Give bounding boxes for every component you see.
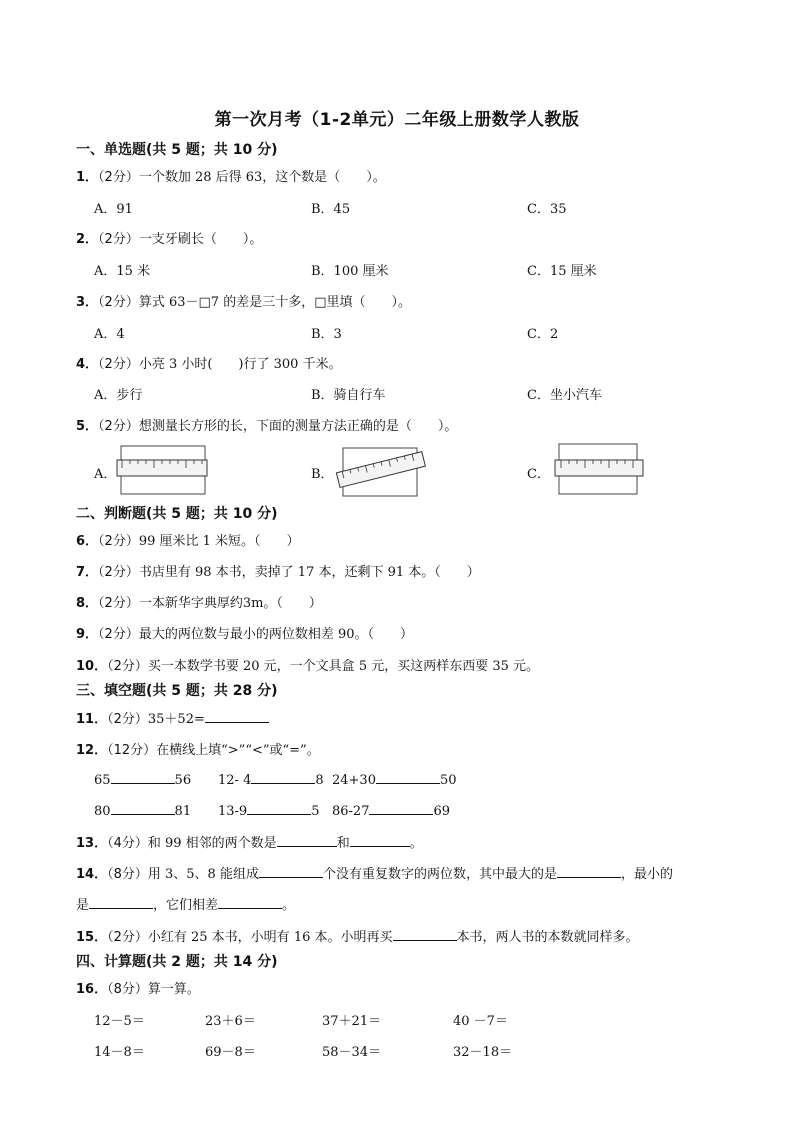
question-text: 个没有重复数字的两位数，其中最大的是 — [322, 867, 557, 882]
question-number: 11． — [76, 712, 108, 727]
question-points: （2分） — [98, 170, 139, 185]
compare-left: 12- 4 — [218, 773, 252, 788]
compare-left: 13-9 — [218, 804, 248, 819]
answer-blank[interactable] — [393, 928, 457, 941]
calc-item[interactable]: 40 －7＝ — [453, 1014, 508, 1029]
question-8 — [76, 592, 322, 611]
calc-item[interactable]: 58－34＝ — [322, 1045, 382, 1060]
question-points: （2分） — [98, 565, 139, 580]
section-heading-fill-in: 三、填空题(共 5 题；共 28 分) — [76, 683, 278, 699]
question-text: 用 3、5、8 能组成 — [147, 867, 259, 882]
answer-blank[interactable] — [277, 834, 337, 847]
question-points: （12分） — [107, 743, 157, 758]
compare-right: 5 — [311, 804, 320, 819]
question-7 — [76, 561, 480, 580]
question-text: 算式 63－□7 的差是三十多，□里填（ ）。 — [138, 295, 411, 310]
compare-item — [218, 802, 320, 819]
question-text: 一支牙刷长（ ）。 — [138, 232, 263, 247]
answer-blank[interactable] — [369, 802, 433, 815]
compare-left: 80 — [94, 804, 111, 819]
section-heading-single-choice: 一、单选题(共 5 题；共 10 分) — [76, 142, 278, 158]
answer-blank[interactable] — [247, 802, 311, 815]
question-6 — [76, 530, 300, 549]
question-text: 小亮 3 小时( )行了 300 千米。 — [138, 357, 342, 372]
compare-right: 50 — [439, 773, 457, 788]
question-11 — [76, 708, 269, 727]
answer-blank[interactable] — [218, 896, 282, 909]
answer-blank[interactable] — [251, 771, 315, 784]
compare-left: 24+30 — [332, 773, 376, 788]
question-text: ，最小的 — [620, 867, 673, 882]
question-text: 。 — [409, 836, 423, 851]
question-text: 买一本数学书要 20 元，一个文具盒 5 元，买这两样东西要 35 元。 — [147, 659, 540, 674]
option-b[interactable]: B．45 — [311, 202, 351, 217]
compare-left: 86-27 — [332, 804, 370, 819]
question-number: 1． — [76, 170, 99, 185]
question-text: 35＋52= — [147, 712, 205, 727]
question-text: 小红有 25 本书，小明有 16 本。小明再买 — [147, 930, 393, 945]
question-14 — [76, 863, 673, 882]
question-13 — [76, 832, 423, 851]
question-number: 12． — [76, 743, 108, 758]
question-points: （2分） — [98, 596, 139, 611]
question-points: （2分） — [98, 627, 139, 642]
question-9 — [76, 623, 413, 642]
question-text: 最大的两位数与最小的两位数相差 90。（ ） — [138, 627, 414, 642]
option-a[interactable]: A．91 — [94, 202, 133, 217]
question-text: ，它们相差 — [153, 898, 219, 913]
answer-blank[interactable] — [111, 771, 175, 784]
answer-blank[interactable] — [89, 896, 153, 909]
option-a[interactable]: A．4 — [94, 327, 125, 342]
option-a[interactable]: A．步行 — [94, 388, 143, 403]
question-number: 14． — [76, 867, 108, 882]
option-c[interactable]: C．35 — [527, 202, 567, 217]
question-text: 和 99 相邻的两个数是 — [147, 836, 277, 851]
question-number: 13． — [76, 836, 108, 851]
question-text: 算一算。 — [147, 982, 200, 997]
page-title: 第一次月考（1-2单元）二年级上册数学人教版 — [214, 110, 580, 130]
answer-blank[interactable] — [205, 710, 269, 723]
answer-blank[interactable] — [557, 865, 621, 878]
question-points: （2分） — [98, 295, 139, 310]
question-12 — [76, 739, 320, 758]
ruler-figure-a[interactable] — [116, 444, 208, 496]
answer-blank[interactable] — [376, 771, 440, 784]
section-heading-true-false: 二、判断题(共 5 题；共 10 分) — [76, 506, 278, 522]
question-number: 4． — [76, 357, 99, 372]
question-number: 7． — [76, 565, 99, 580]
option-c[interactable]: C． — [527, 467, 550, 482]
compare-right: 69 — [433, 804, 451, 819]
option-c[interactable]: C．15 厘米 — [527, 264, 597, 279]
question-4 — [76, 353, 342, 372]
question-number: 16． — [76, 982, 108, 997]
calc-item[interactable]: 14－8＝ — [94, 1045, 145, 1060]
question-points: （8分） — [107, 982, 148, 997]
option-c[interactable]: C．坐小汽车 — [527, 388, 602, 403]
question-15 — [76, 926, 639, 945]
question-text: 99 厘米比 1 米短。（ ） — [138, 534, 300, 549]
question-1 — [76, 166, 386, 185]
question-3 — [76, 291, 411, 310]
question-points: （2分） — [98, 419, 139, 434]
compare-item — [94, 802, 191, 819]
question-text: 和 — [336, 836, 350, 851]
question-10 — [76, 655, 539, 674]
calc-item[interactable]: 12－5＝ — [94, 1014, 145, 1029]
option-c[interactable]: C．2 — [527, 327, 559, 342]
question-2 — [76, 228, 262, 247]
ruler-figure-b[interactable] — [335, 440, 427, 500]
compare-item — [332, 771, 457, 788]
compare-right: 81 — [174, 804, 192, 819]
question-number: 15． — [76, 930, 108, 945]
question-text: 在横线上填“>”“<”或“=”。 — [156, 743, 320, 758]
question-text: 想测量长方形的长，下面的测量方法正确的是（ ）。 — [138, 419, 458, 434]
question-number: 3． — [76, 295, 99, 310]
option-a[interactable]: A． — [94, 467, 117, 482]
question-14-line-2 — [76, 894, 295, 913]
question-5 — [76, 415, 457, 434]
question-points: （4分） — [107, 836, 148, 851]
compare-item — [218, 771, 324, 788]
question-number: 6． — [76, 534, 99, 549]
option-b[interactable]: B． — [311, 467, 334, 482]
question-points: （2分） — [107, 659, 148, 674]
question-number: 5． — [76, 419, 99, 434]
question-points: （2分） — [107, 930, 148, 945]
question-text: 一本新华字典厚约3m。（ ） — [138, 596, 322, 611]
question-text: 本书，两人书的本数就同样多。 — [456, 930, 639, 945]
option-b[interactable]: B．骑自行车 — [311, 388, 386, 403]
question-points: （2分） — [98, 232, 139, 247]
question-number: 9． — [76, 627, 99, 642]
question-number: 10． — [76, 659, 108, 674]
compare-item — [332, 802, 450, 819]
question-number: 2． — [76, 232, 99, 247]
calc-item[interactable]: 37＋21＝ — [322, 1014, 382, 1029]
calc-item[interactable]: 23＋6＝ — [205, 1014, 256, 1029]
question-points: （2分） — [98, 357, 139, 372]
compare-right: 8 — [315, 773, 324, 788]
question-16 — [76, 978, 200, 997]
compare-right: 56 — [174, 773, 192, 788]
option-b[interactable]: B．3 — [311, 327, 342, 342]
question-text: 书店里有 98 本书，卖掉了 17 本，还剩下 91 本。（ ） — [138, 565, 480, 580]
calc-item[interactable]: 32－18＝ — [453, 1045, 513, 1060]
answer-blank[interactable] — [259, 865, 323, 878]
answer-blank[interactable] — [350, 834, 410, 847]
question-points: （2分） — [107, 712, 148, 727]
compare-item — [94, 771, 191, 788]
question-number: 8． — [76, 596, 99, 611]
ruler-figure-c[interactable] — [553, 442, 645, 498]
compare-left: 65 — [94, 773, 111, 788]
question-text: 是 — [76, 898, 90, 913]
section-heading-calculation: 四、计算题(共 2 题；共 14 分) — [76, 954, 278, 970]
option-b[interactable]: B．100 厘米 — [311, 264, 389, 279]
question-points: （2分） — [98, 534, 139, 549]
option-a[interactable]: A．15 米 — [94, 264, 151, 279]
answer-blank[interactable] — [111, 802, 175, 815]
question-text: 。 — [282, 898, 296, 913]
calc-item[interactable]: 69－8＝ — [205, 1045, 256, 1060]
question-text: 一个数加 28 后得 63，这个数是（ ）。 — [138, 170, 386, 185]
question-points: （8分） — [107, 867, 148, 882]
